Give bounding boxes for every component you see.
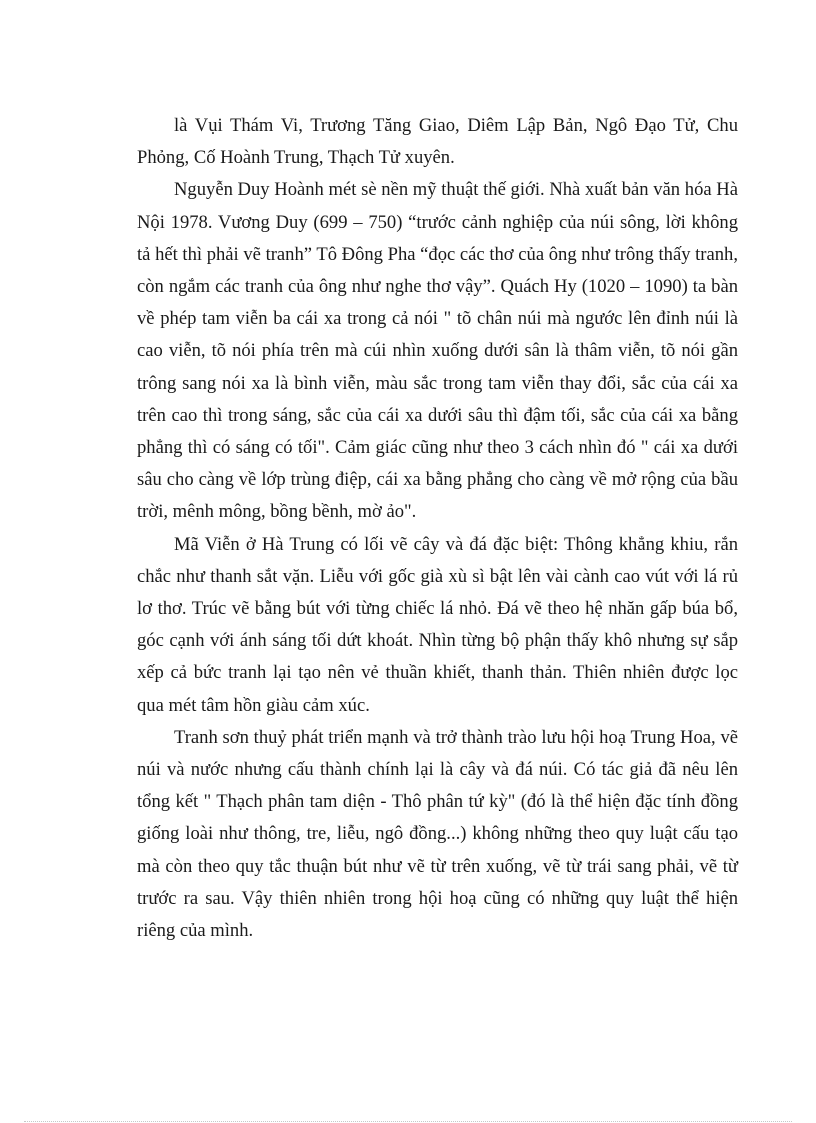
- body-text: [137, 110, 738, 947]
- paragraph-2: Nguyễn Duy Hoành mét sè nền mỹ thuật thế giới. Nhà xuất bản văn hóa Hà Nội 1978. Vương Duy (699 – 750) “trước cảnh nghiệp của núi sông, lời không tả hết thì phải vẽ tranh” Tô Đông Pha “đọc các thơ của ông như trông thấy tranh, còn ngắm các tranh của ông như nghe thơ vậy”. Quách Hy (1020 – 1090) ta bàn về phép tam viễn ba cái xa trong cả nói " tõ chân núi mà ngước lên đỉnh núi là cao viễn, tõ nói phía trên mà cúi nhìn xuống dưới sân là thâm viễn, tõ nói gần trông sang nói xa là bình viễn, màu sắc trong tam viễn thay đổi, sắc của cái xa trên cao thì trong sáng, sắc của cái xa dưới sâu thì đậm tối, sắc của cái xa bằng phẳng thì có sáng có tối". Cảm giác cũng như theo 3 cách nhìn đó " cái xa dưới sâu cho càng về lớp trùng điệp, cái xa bằng phẳng cho càng về mở rộng của bầu trời, mênh mông, bồng bềnh, mờ ảo".: [137, 179, 738, 523]
- paragraph-3: Mã Viễn ở Hà Trung có lối vẽ cây và đá đặc biệt: Thông khẳng khiu, rắn chắc như thanh sắt vặn. Liễu với gốc già xù sì bật lên vài cành cao vút với lá rủ lơ thơ. Trúc vẽ bằng bút với từng chiếc lá nhỏ. Đá vẽ theo hệ nhăn gấp búa bổ, góc cạnh với ánh sáng tối dứt khoát. Nhìn từng bộ phận thấy khô nhưng sự sắp xếp cả bức tranh lại tạo nên vẻ thuần khiết, thanh thản. Thiên nhiên được lọc qua mét tâm hồn giàu cảm xúc.: [137, 533, 738, 716]
- paragraph-1: là Vụi Thám Vi, Trương Tăng Giao, Diêm Lập Bản, Ngô Đạo Tử, Chu Phỏng, Cố Hoành Trung, Thạch Tử xuyên.: [137, 115, 738, 169]
- page-bottom-divider: [24, 1121, 792, 1122]
- paragraph-4: Tranh sơn thuỷ phát triển mạnh và trở thành trào lưu hội hoạ Trung Hoa, vẽ núi và nước nhưng cấu thành chính lại là cây và đá núi. Có tác giả đã nêu lên tổng kết " Thạch phân tam diện - Thô phân tứ kỳ" (đó là thể hiện đặc tính đồng giống loài như thông, tre, liễu, ngô đồng...) không những theo quy luật cấu tạo mà còn theo quy tắc thuận bút như vẽ từ trên xuống, vẽ từ trái sang phải, vẽ từ trước ra sau. Vậy thiên nhiên trong hội hoạ cũng có những quy luật thể hiện riêng của mình.: [137, 726, 738, 942]
